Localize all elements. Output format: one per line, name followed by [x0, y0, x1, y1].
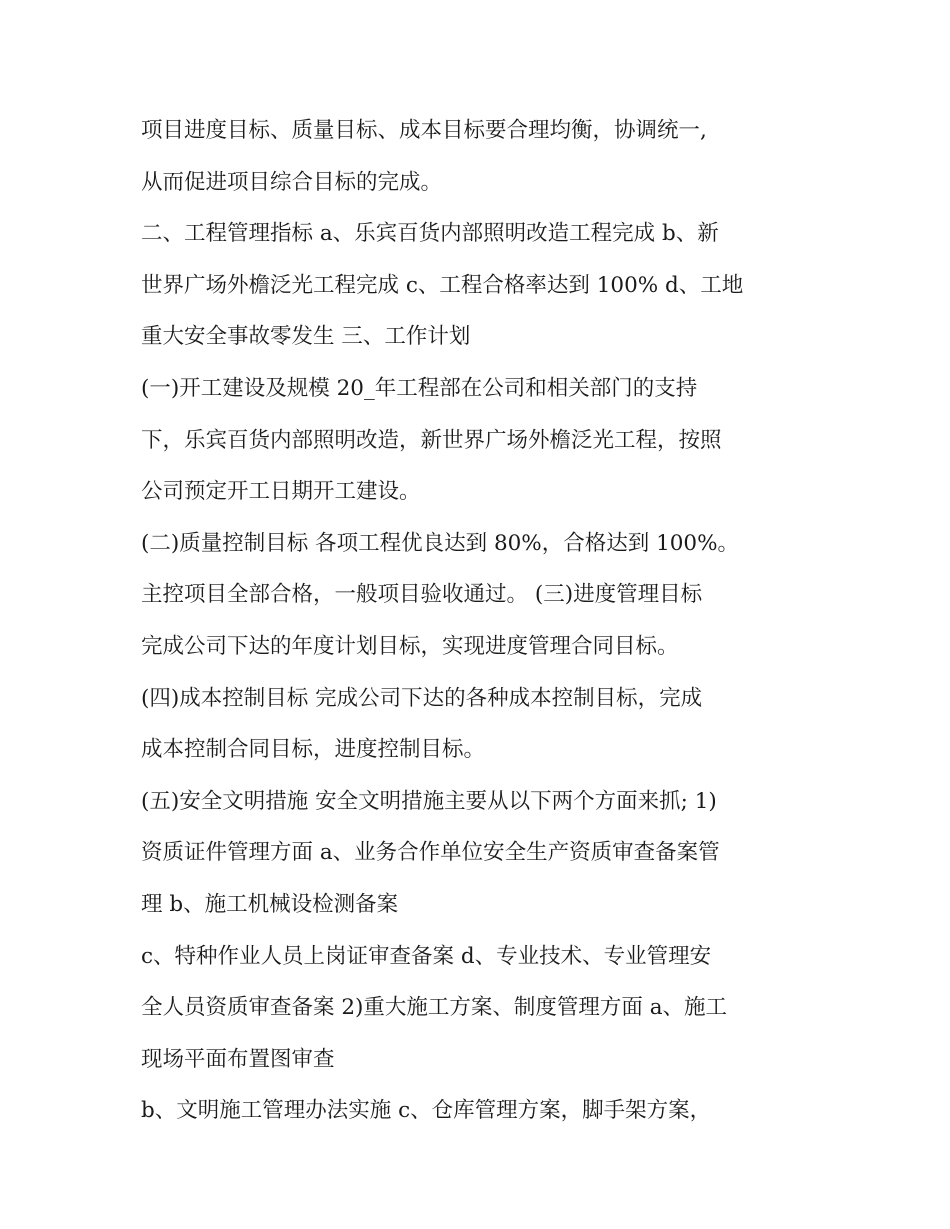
document-body [141, 105, 821, 1137]
text-line: 成本控制合同目标，进度控制目标。 [141, 737, 486, 763]
text-line: 项目进度目标、质量目标、成本目标要合理均衡，协调统一, [141, 118, 707, 143]
text-line: (四)成本控制目标 完成公司下达的各种成本控制目标，完成 [141, 685, 703, 711]
text-line: 理 b、施工机械设检测备案 [141, 891, 399, 917]
text-line: (二)质量控制目标 各项工程优良达到 80%，合格达到 100%。 [141, 530, 740, 556]
text-line: 完成公司下达的年度计划目标，实现进度管理合同目标。 [141, 633, 679, 659]
text-line: 从而促进项目综合目标的完成。 [141, 169, 443, 195]
text-line: 主控项目全部合格，一般项目验收通过。 (三)进度管理目标 [141, 582, 703, 608]
text-line: 二、工程管理指标 a、乐宾百货内部照明改造工程完成 b、新 [141, 221, 719, 247]
text-line: b、文明施工管理办法实施 c、仓库管理方案，脚手架方案， [141, 1098, 712, 1124]
text-line: c、特种作业人员上岗证审查备案 d、专业技术、专业管理安 [141, 943, 712, 969]
text-line: 资质证件管理方面 a、业务合作单位安全生产资质审查备案管 [141, 840, 720, 866]
text-line: 公司预定开工日期开工建设。 [141, 479, 421, 505]
text-line: 下，乐宾百货内部照明改造，新世界广场外檐泛光工程，按照 [141, 427, 722, 453]
text-line: (五)安全文明措施 安全文明措施主要从以下两个方面来抓; 1) [141, 788, 717, 814]
text-line: 现场平面布置图审查 [141, 1046, 335, 1072]
text-line: 世界广场外檐泛光工程完成 c、工程合格率达到 100% d、工地 [141, 272, 744, 298]
text-line: (一)开工建设及规模 20_年工程部在公司和相关部门的支持 [141, 375, 698, 401]
text-line: 全人员资质审查备案 2)重大施工方案、制度管理方面 a、施工 [141, 995, 728, 1021]
text-line: 重大安全事故零发生 三、工作计划 [141, 324, 471, 350]
